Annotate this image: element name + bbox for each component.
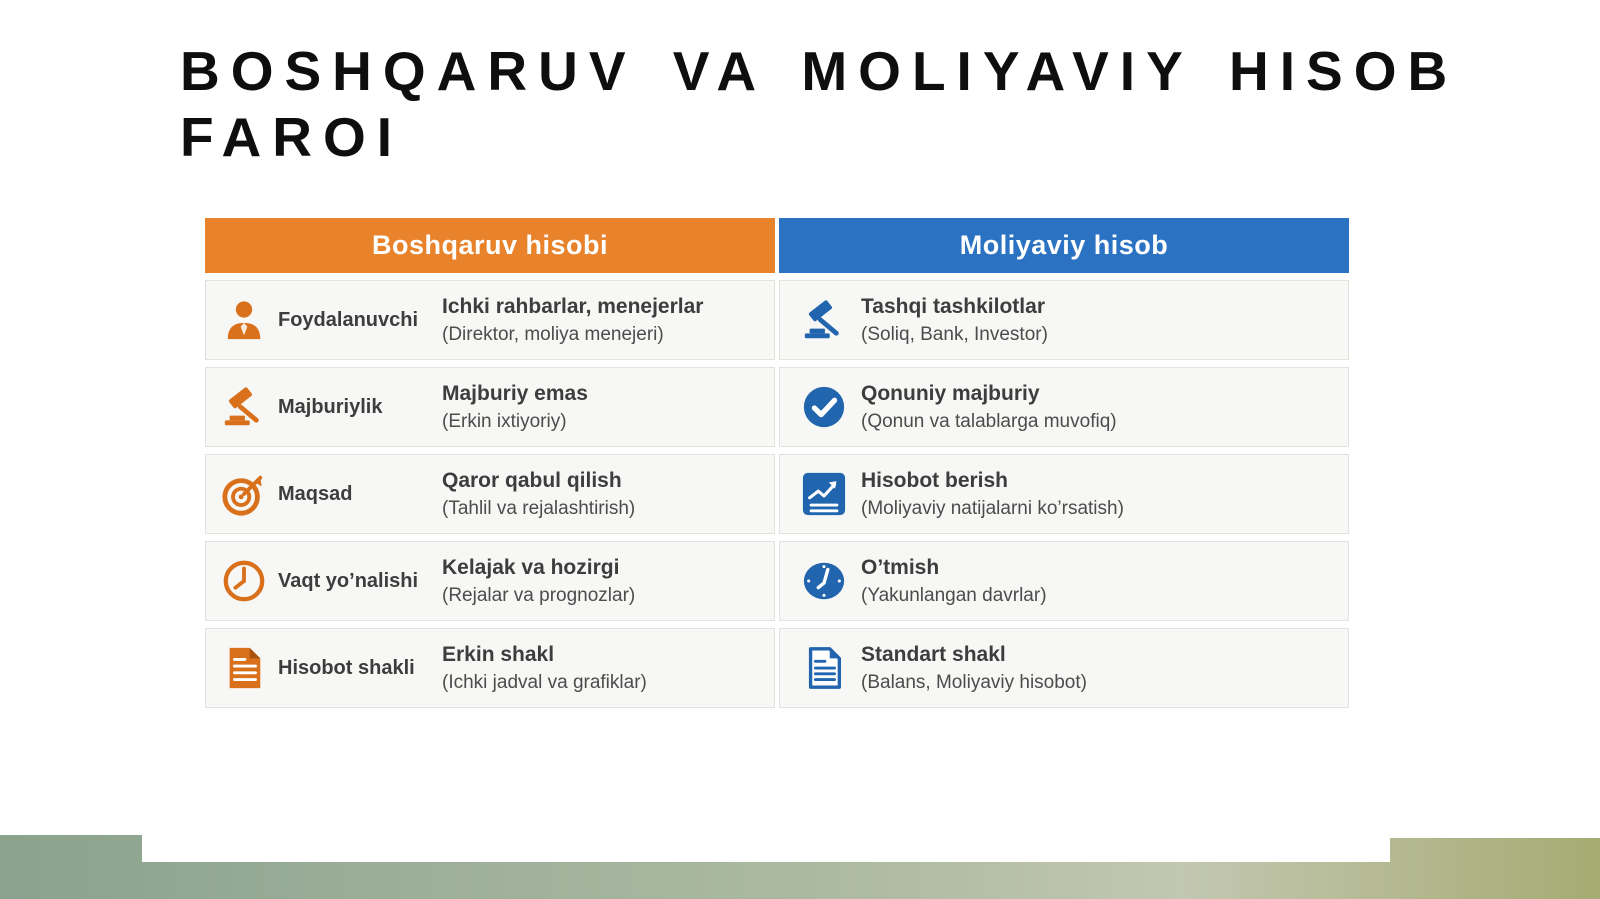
user-icon xyxy=(221,297,267,343)
row-value-bold: Standart shakl xyxy=(861,642,1006,666)
clock-icon xyxy=(221,558,267,604)
row-value-note: (Erkin ixtiyoriy) xyxy=(442,410,567,432)
row-value-note: (Qonun va talablarga muvofiq) xyxy=(861,410,1117,432)
row-value-bold: Ichki rahbarlar, menejerlar xyxy=(442,294,704,318)
target-icon xyxy=(221,471,267,517)
row-value-bold: Qonuniy majburiy xyxy=(861,381,1040,405)
row-value-bold: Majburiy emas xyxy=(442,381,588,405)
table-row xyxy=(205,454,1349,534)
cell-purpose-left xyxy=(205,454,775,534)
footer-accent-bar xyxy=(0,835,1600,899)
row-value-note: (Ichki jadval va grafiklar) xyxy=(442,671,647,693)
cell-users-left xyxy=(205,280,775,360)
row-label: Foydalanuvchi xyxy=(278,308,419,331)
cell-format-left xyxy=(205,628,775,708)
clock-icon xyxy=(801,558,847,604)
row-value-note: (Tahlil va rejalashtirish) xyxy=(442,497,636,519)
row-value-note: (Yakunlangan davrlar) xyxy=(861,584,1047,606)
document-icon xyxy=(801,645,847,691)
comparison-table xyxy=(205,218,1349,715)
cell-users-right xyxy=(779,280,1349,360)
cell-format-right xyxy=(779,628,1349,708)
cell-time-left xyxy=(205,541,775,621)
row-value-bold: Hisobot berish xyxy=(861,468,1009,492)
row-value-bold: Erkin shakl xyxy=(442,642,555,666)
table-row xyxy=(205,628,1349,708)
row-value-note: (Direktor, moliya menejeri) xyxy=(442,323,664,345)
cell-purpose-right xyxy=(779,454,1349,534)
page-title-line1: BOSHQARUV VA MOLIYAVIY HISOB xyxy=(180,40,1459,102)
cell-obligation-left xyxy=(205,367,775,447)
row-label: Majburiylik xyxy=(278,395,383,418)
table-row xyxy=(205,280,1349,360)
row-value-bold: Kelajak va hozirgi xyxy=(442,555,620,579)
row-label: Maqsad xyxy=(278,482,353,505)
chart-icon xyxy=(801,471,847,517)
gavel-icon xyxy=(221,384,267,430)
row-label: Hisobot shakli xyxy=(278,656,415,679)
row-value-note: (Rejalar va prognozlar) xyxy=(442,584,636,606)
check-circle-icon xyxy=(801,384,847,430)
document-icon xyxy=(221,645,267,691)
row-value-note: (Soliq, Bank, Investor) xyxy=(861,323,1048,345)
cell-obligation-right xyxy=(779,367,1349,447)
row-value-note: (Moliyaviy natijalarni ko’rsatish) xyxy=(861,497,1124,519)
page-title xyxy=(180,38,1540,170)
cell-time-right xyxy=(779,541,1349,621)
row-value-bold: O’tmish xyxy=(861,555,940,579)
table-row xyxy=(205,367,1349,447)
page-title-line2: FAROI xyxy=(180,106,404,168)
gavel-icon xyxy=(801,297,847,343)
table-header-row xyxy=(205,218,1349,273)
row-value-note: (Balans, Moliyaviy hisobot) xyxy=(861,671,1087,693)
table-header-right: Moliyaviy hisob xyxy=(779,218,1349,273)
row-value-bold: Qaror qabul qilish xyxy=(442,468,622,492)
table-row xyxy=(205,541,1349,621)
row-label: Vaqt yo’nalishi xyxy=(278,569,419,592)
table-header-left: Boshqaruv hisobi xyxy=(205,218,775,273)
row-value-bold: Tashqi tashkilotlar xyxy=(861,294,1045,318)
